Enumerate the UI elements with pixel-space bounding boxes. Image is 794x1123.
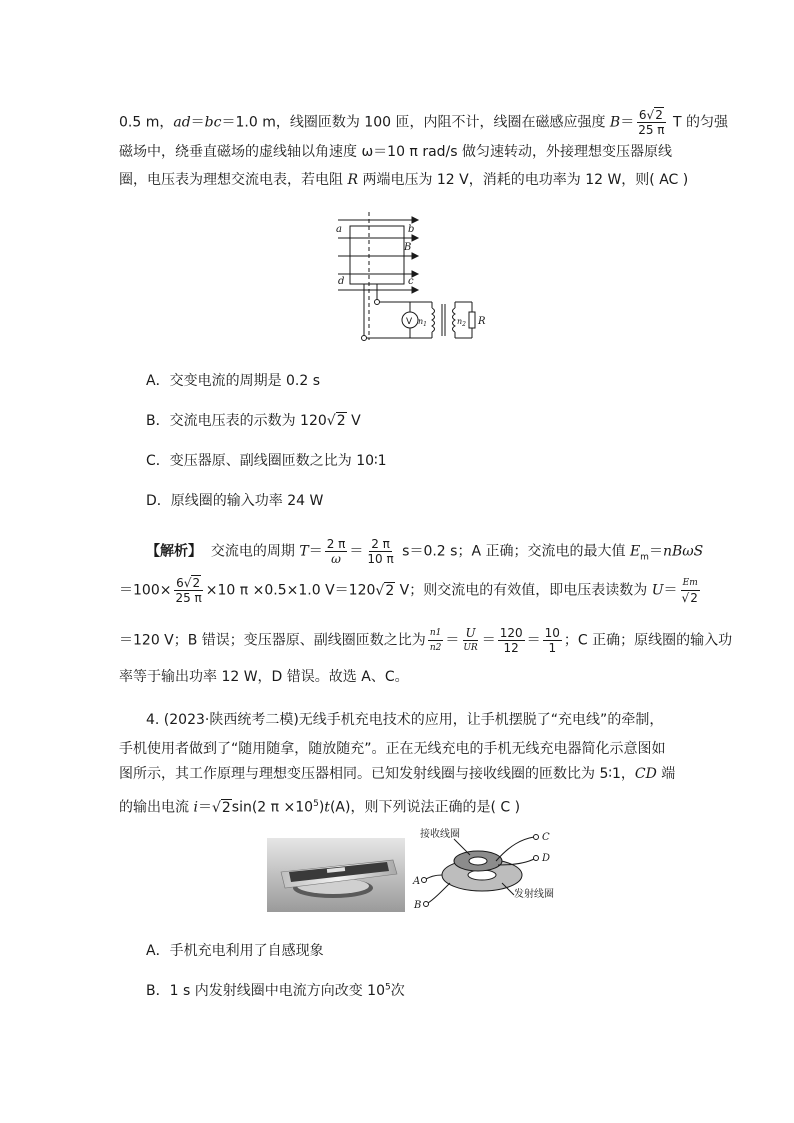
label-R: R (478, 316, 486, 327)
q4-stem-line-4: 的输出电流 i＝√2sin(2 $\pi \times 10^5)t(A)$，则下列说法正确的是( C ) (119, 799, 521, 816)
q3-option-b: B．交流电压表的示数为 120√2 V (146, 413, 361, 429)
analysis-line-3: ＝120 V；B 错误；变压器原、副线圈匝数之比为 $\frac{n1}{n2}$ ＝ $\frac{U}{UR}$ ＝ $\frac{120}{12}$ ＝ $\frac{10}{1}$ ；C 正确；原线圈的输入功 (119, 626, 733, 655)
transmit-coil-label: 发射线圈 (514, 889, 554, 900)
analysis-line-4: 率等于输出功率 12 W，D 错误。故选 A、C。 (119, 669, 409, 685)
q3-option-d: D．原线圈的输入功率 24 W (146, 493, 324, 509)
q3-stem-line-3: 圈，电压表为理想交流电表，若电阻 R 两端电压为 12 V，消耗的电功率为 12 W，则( AC ) (119, 172, 689, 188)
receive-coil-label: 接收线圈 (420, 829, 460, 840)
q4-stem-line-3: 图所示，其工作原理与理想变压器相同。已知发射线圈与接收线圈的匝数比为 5∶1，CD 端 (119, 766, 676, 782)
q3-stem-line-1: 0.5 m，ad＝bc＝1.0 m，线圈匝数为 100 匝，内阻不计，线圈在磁感应强度 B＝ $\frac{6√2}{25 \pi}$ T 的匀强 (119, 108, 728, 137)
label-c: c (408, 276, 414, 287)
terminal-C-label: C (542, 832, 550, 843)
terminal-A-label: A (413, 876, 421, 887)
phone-charging-photo (267, 838, 405, 912)
coil-schematic (410, 825, 570, 921)
analysis-line-2: ＝100× $\frac{6√2}{25 \pi}$ ×10 π ×0.5×1.0 V＝120√2 V；则交流电的有效值，即电压表读数为 U＝ $\frac{Em}{√2}$ (119, 576, 698, 605)
q4-option-a: A．手机充电利用了自感现象 (146, 943, 324, 959)
terminal-B-label: B (414, 900, 422, 911)
terminal-D-label: D (542, 853, 551, 864)
label-b: b (408, 224, 415, 235)
q3-option-c: C．变压器原、副线圈匝数之比为 10∶1 (146, 453, 387, 469)
voltmeter-label: V (406, 317, 413, 327)
analysis-tag: 【解析】 (146, 543, 202, 560)
q3-option-a: A．交变电流的周期是 0.2 s (146, 373, 321, 389)
label-n2: $n_2$ (457, 317, 466, 328)
q4-stem-line-2: 手机使用者做到了“随用随拿，随放随充”。正在无线充电的手机无线充电器简化示意图如 (119, 741, 666, 757)
analysis-line-1: 【解析】 交流电的周期 T＝ $\frac{2 \pi}{\omega}$ ＝ $\frac{2 \pi}{10 \pi}$ s＝0.2 s；A 正确；交流电的最大值 $E_m=nB\omega S$ (146, 537, 704, 566)
q4-option-b: B．1 s 内发射线圈中电流方向改变 $10^5$次 (146, 982, 405, 999)
q3-stem-line-2: 磁场中，绕垂直磁场的虚线轴以角速度 ω＝10 π rad/s 做匀速转动，外接理想变压器原线 (119, 144, 672, 160)
b-field-fraction: $\frac{6√2}{25 \pi}$ (638, 108, 665, 137)
label-n1: $n_1$ (418, 317, 427, 328)
generator-transformer-figure (330, 212, 500, 344)
q4-stem-line-1: 4. (2023·陕西统考二模)无线手机充电技术的应用，让手机摆脱了“充电线”的牵制， (146, 712, 664, 728)
label-d: d (338, 276, 345, 287)
label-field-B: B (404, 242, 412, 253)
label-a: a (336, 224, 342, 235)
